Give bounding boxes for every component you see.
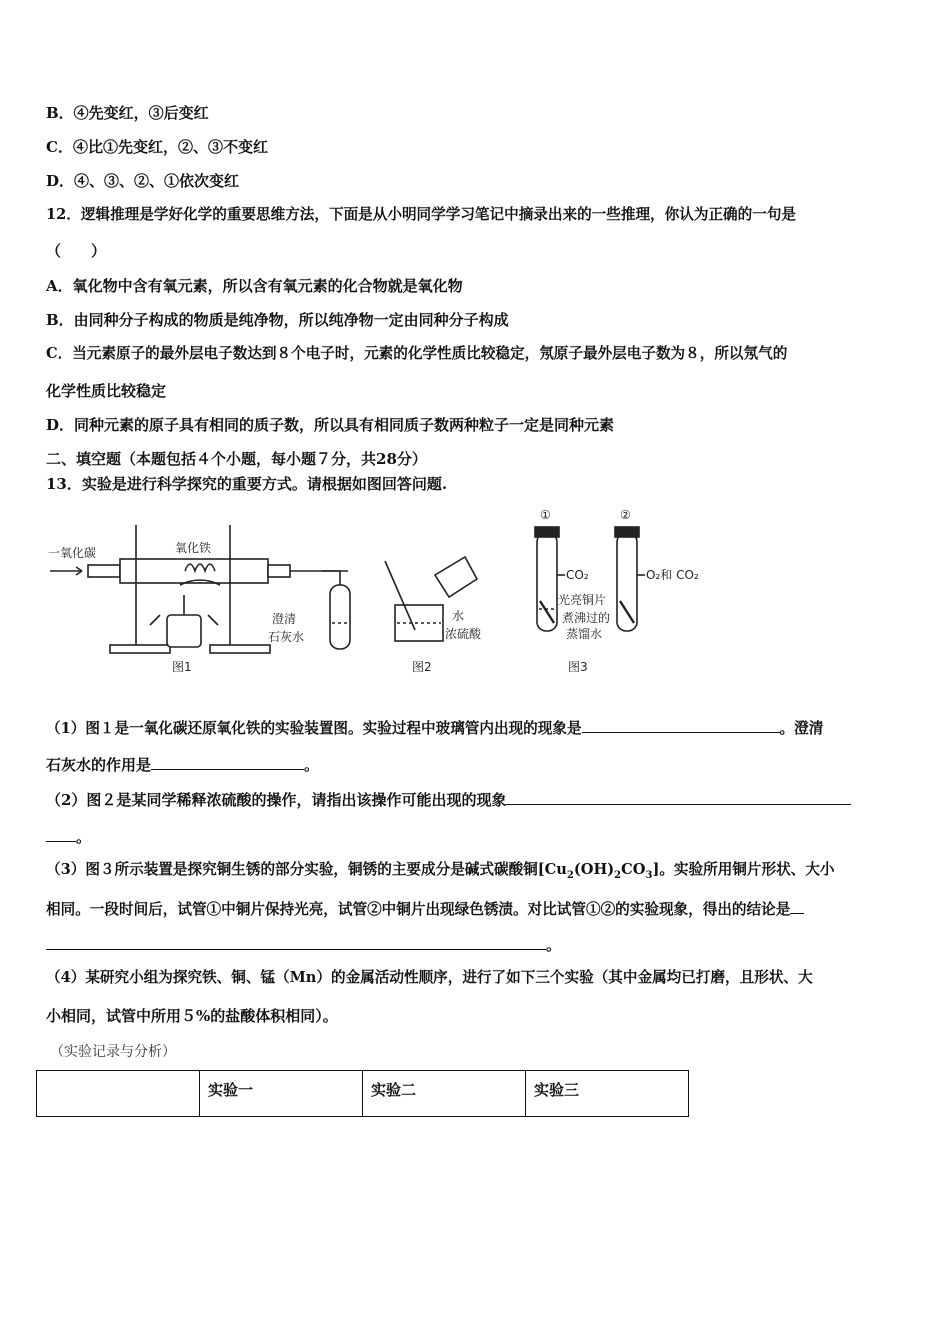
option-b: B．④先变红，③后变红 xyxy=(46,104,209,122)
iron-oxide-label: 氧化铁 xyxy=(175,541,212,555)
text: ]。实验所用铜片形状、大小 xyxy=(652,861,835,878)
apparatus-diagram xyxy=(40,505,740,685)
figure-1-label: 图1 xyxy=(172,660,192,674)
alcohol-lamp xyxy=(167,615,201,647)
question-13-part-1b xyxy=(46,754,319,775)
answer-blank[interactable] xyxy=(790,898,804,914)
boiled-water-label-1: 煮沸过的 xyxy=(562,611,611,625)
answer-blank[interactable] xyxy=(151,754,304,770)
text: （2）图２是某同学稀释浓硫酸的操作，请指出该操作可能出现的现象 xyxy=(46,791,507,809)
tube-1-gas-label: CO₂ xyxy=(566,568,589,582)
question-12-option-a: A．氧化物中含有氧元素，所以含有氧元素的化合物就是氧化物 xyxy=(46,277,463,295)
limewater-label-2: 石灰水 xyxy=(268,630,305,644)
answer-blank[interactable] xyxy=(506,789,851,805)
figure-3-label: 图3 xyxy=(568,660,588,674)
table-cell: 实验二 xyxy=(363,1071,526,1117)
tube-2-number: ② xyxy=(620,508,631,522)
question-12-option-b: B．由同种分子构成的物质是纯净物，所以纯净物一定由同种分子构成 xyxy=(46,311,509,329)
text: CO xyxy=(621,861,646,878)
text: 石灰水的作用是 xyxy=(46,756,152,774)
delivery-tube xyxy=(290,571,340,587)
text: 。 xyxy=(546,936,562,954)
text: 。澄清 xyxy=(779,720,824,737)
water-label: 水 xyxy=(452,609,465,623)
boiled-water-label-2: 蒸馏水 xyxy=(566,627,603,641)
question-13-stem: 13．实验是进行科学探究的重要方式。请根据如图回答问题. xyxy=(46,475,448,493)
question-13-part-4a: （4）某研究小组为探究铁、铜、锰（Mn）的金属活动性顺序，进行了如下三个实验（其中金属均已打磨，且形状、大 xyxy=(46,969,813,986)
text: （1）图１是一氧化碳还原氧化铁的实验装置图。实验过程中玻璃管内出现的现象是 xyxy=(46,720,582,737)
co-label: 一氧化碳 xyxy=(48,546,97,560)
question-12-option-c-cont: 化学性质比较稳定 xyxy=(46,382,167,400)
text: 。 xyxy=(304,756,320,774)
question-13-part-3a xyxy=(46,860,834,886)
option-d: D．④、③、②、①依次变红 xyxy=(46,172,240,190)
limewater-label-1: 澄清 xyxy=(272,612,297,626)
question-13-part-3c xyxy=(46,934,561,955)
subscript: 2 xyxy=(614,869,622,881)
question-12-stem: 12．逻辑推理是学好化学的重要思维方法，下面是从小明同学学习笔记中摘录出来的一些推理，你认为正确的一句是 xyxy=(46,206,797,223)
answer-blank[interactable] xyxy=(582,717,780,733)
question-13-part-2b xyxy=(46,826,91,847)
section-heading: 二、填空题（本题包括４个小题，每小题７分，共28分） xyxy=(46,450,427,468)
table-cell: 实验三 xyxy=(526,1071,689,1117)
glass-tube xyxy=(120,559,268,583)
subscript: 3 xyxy=(645,869,653,881)
question-13-part-1a xyxy=(46,717,823,739)
table-cell xyxy=(37,1071,200,1117)
question-12-bracket: （ ） xyxy=(46,242,107,260)
limewater-test-tube xyxy=(330,585,350,649)
experiment-figure xyxy=(40,505,740,685)
beaker-water xyxy=(435,557,477,597)
table-cell: 实验一 xyxy=(200,1071,363,1117)
answer-blank[interactable] xyxy=(46,934,546,950)
text: 。 xyxy=(76,828,92,846)
answer-blank[interactable] xyxy=(46,826,76,842)
record-heading: （实验记录与分析） xyxy=(50,1044,176,1060)
text: (OH) xyxy=(573,861,615,878)
text: 相同。一段时间后，试管①中铜片保持光亮，试管②中铜片出现绿色锈渍。对比试管①②的实验现象，得出的结论是 xyxy=(46,901,791,918)
acid-label: 浓硫酸 xyxy=(445,627,482,641)
tube-2-gas-label: O₂和 CO₂ xyxy=(646,568,699,582)
copper-label: 光亮铜片 xyxy=(558,593,607,607)
option-c: C．④比①先变红，②、③不变红 xyxy=(46,138,268,156)
subscript: 2 xyxy=(566,869,574,881)
experiment-record-table xyxy=(36,1070,689,1117)
test-tube-2 xyxy=(617,533,637,631)
question-13-part-3b xyxy=(46,898,804,920)
question-12-option-d: D．同种元素的原子具有相同的质子数，所以具有相同质子数两种粒子一定是同种元素 xyxy=(46,416,615,434)
test-tube-1 xyxy=(537,533,557,631)
question-13-part-2a xyxy=(46,789,851,810)
figure-2-label: 图2 xyxy=(412,660,432,674)
tube-1-number: ① xyxy=(540,508,551,522)
question-13-part-4b: 小相同，试管中所用５%的盐酸体积相同）。 xyxy=(46,1007,338,1025)
table-row xyxy=(37,1071,689,1117)
question-12-option-c: C．当元素原子的最外层电子数达到８个电子时，元素的化学性质比较稳定，氖原子最外层电子数为８，所以氖气的 xyxy=(46,345,788,362)
text: （3）图３所示装置是探究铜生锈的部分实验，铜锈的主要成分是碱式碳酸铜[Cu xyxy=(46,861,567,878)
